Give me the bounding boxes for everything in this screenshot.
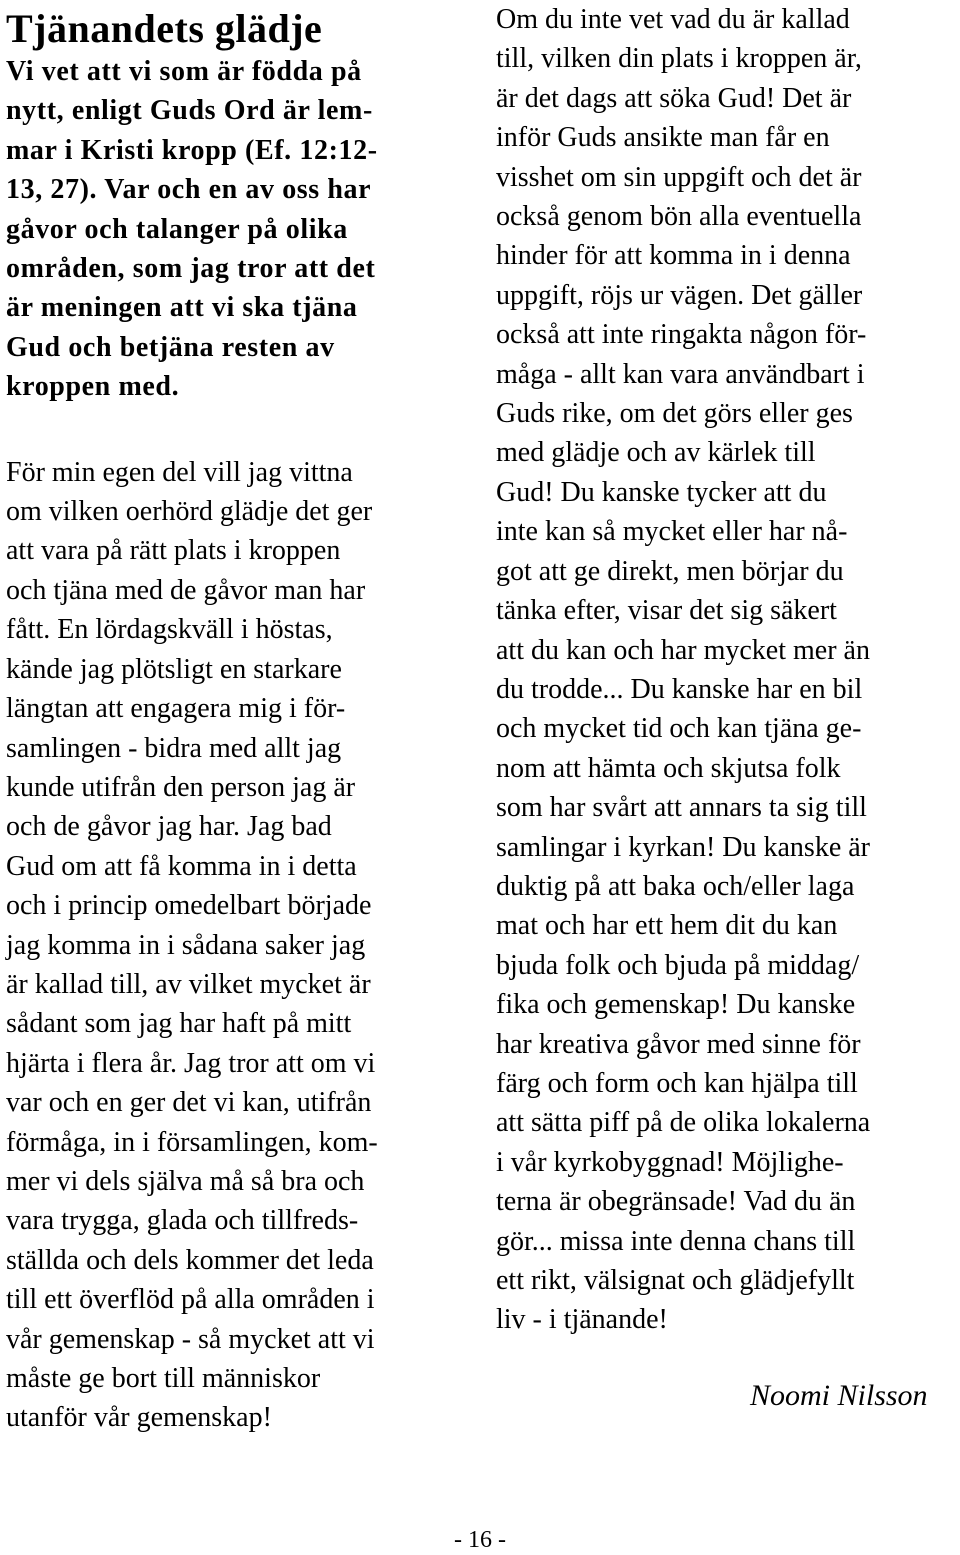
body-line: är kallad till, av vilket mycket är — [6, 968, 371, 1000]
body-line: måga - allt kan vara användbart i — [496, 358, 865, 390]
intro-line: är meningen att vi ska tjäna — [6, 292, 358, 324]
body-line: förmåga, in i församlingen, kom- — [6, 1126, 378, 1158]
body-line: Om du inte vet vad du är kallad — [496, 4, 850, 35]
body-line: Gud! Du kanske tycker att du — [496, 476, 827, 508]
body-line: också att inte ringakta någon för- — [496, 319, 867, 351]
body-line: kände jag plötsligt en starkare — [6, 653, 342, 685]
body-line: got att ge direkt, men börjar du — [496, 555, 844, 587]
left-column — [6, 0, 468, 1438]
body-line: ett rikt, välsignat och glädjefyllt — [496, 1265, 855, 1296]
body-line: mat och har ett hem dit du kan — [496, 910, 838, 942]
article-title: Tjänandets glädje — [6, 6, 323, 51]
body-line: visshet om sin uppgift och det är — [496, 161, 862, 193]
body-line: om vilken oerhörd glädje det ger — [6, 496, 373, 528]
body-line: inför Guds ansikte man får en — [496, 122, 830, 154]
body-line: att du kan och har mycket mer än — [496, 634, 870, 666]
body-line: måste ge bort till människor — [6, 1363, 321, 1394]
body-line: fika och gemenskap! Du kanske — [496, 989, 856, 1021]
body-line: som har svårt att annars ta sig till — [496, 792, 867, 824]
intro-line: områden, som jag tror att det — [6, 253, 376, 285]
body-line: samlingar i kyrkan! Du kanske är — [496, 831, 870, 863]
body-line: att sätta piff på de olika lokalerna — [496, 1107, 871, 1139]
left-body-paragraph — [6, 453, 468, 1438]
body-line: och tjäna med de gåvor man har — [6, 574, 366, 606]
intro-line: gåvor och talanger på olika — [6, 213, 348, 245]
body-line: längtan att engagera mig i för- — [6, 693, 346, 725]
body-line: inte kan så mycket eller har nå- — [496, 516, 848, 548]
article-intro — [6, 52, 468, 407]
body-line: Guds rike, om det görs eller ges — [496, 398, 853, 430]
body-line: utanför vår gemenskap! — [6, 1402, 272, 1434]
body-line: färg och form och kan hjälpa till — [496, 1067, 858, 1099]
body-line: vår gemenskap - så mycket att vi — [6, 1323, 375, 1355]
intro-line: nytt, enligt Guds Ord är lem- — [6, 95, 373, 127]
body-line: att vara på rätt plats i kroppen — [6, 535, 341, 567]
body-line: duktig på att baka och/eller laga — [496, 870, 855, 902]
page-number: - 16 - — [454, 1527, 506, 1553]
body-line: och de gåvor jag har. Jag bad — [6, 811, 332, 843]
body-line: gör... missa inte denna chans till — [496, 1225, 856, 1257]
body-line: sådant som jag har haft på mitt — [6, 1008, 352, 1040]
body-line: jag komma in i sådana saker jag — [6, 929, 366, 961]
body-line: hjärta i flera år. Jag tror att om vi — [6, 1047, 376, 1079]
body-line: mer vi dels själva må så bra och — [6, 1165, 365, 1197]
body-line: och i princip omedelbart började — [6, 890, 372, 922]
body-line: till ett överflöd på alla områden i — [6, 1284, 375, 1316]
body-line: samlingen - bidra med allt jag — [6, 732, 342, 764]
body-line: kunde utifrån den person jag är — [6, 771, 356, 803]
body-line: fått. En lördagskväll i höstas, — [6, 614, 333, 646]
body-line: nom att hämta och skjutsa folk — [496, 752, 841, 784]
intro-line: kroppen med. — [6, 371, 180, 403]
author-signature: Noomi Nilsson — [750, 1379, 928, 1412]
right-column — [496, 0, 958, 1340]
body-line: är det dags att söka Gud! Det är — [496, 82, 852, 114]
body-line: liv - i tjänande! — [496, 1304, 668, 1336]
body-line: uppgift, röjs ur vägen. Det gäller — [496, 279, 863, 311]
body-line: och mycket tid och kan tjäna ge- — [496, 713, 862, 745]
body-line: var och en ger det vi kan, utifrån — [6, 1087, 372, 1119]
body-line: För min egen del vill jag vittna — [6, 456, 353, 488]
intro-line: mar i Kristi kropp (Ef. 12:12- — [6, 134, 378, 166]
intro-line: Vi vet att vi som är födda på — [6, 56, 362, 87]
body-line: i vår kyrkobyggnad! Möjlighe- — [496, 1146, 844, 1178]
body-line: bjuda folk och bjuda på middag/ — [496, 949, 860, 981]
body-line: med glädje och av kärlek till — [496, 437, 816, 469]
body-line: vara trygga, glada och tillfreds- — [6, 1205, 359, 1237]
body-line: tänka efter, visar det sig säkert — [496, 595, 837, 627]
body-line: hinder för att komma in i denna — [496, 240, 851, 272]
body-line: ställda och dels kommer det leda — [6, 1244, 374, 1276]
body-line: terna är obegränsade! Vad du än — [496, 1186, 856, 1218]
body-line: till, vilken din plats i kroppen är, — [496, 43, 862, 75]
body-line: du trodde... Du kanske har en bil — [496, 673, 863, 705]
body-line: Gud om att få komma in i detta — [6, 850, 357, 882]
intro-line: Gud och betjäna resten av — [6, 331, 335, 363]
intro-line: 13, 27). Var och en av oss har — [6, 174, 372, 206]
right-body-paragraph — [496, 0, 958, 1340]
body-line: också genom bön alla eventuella — [496, 201, 862, 233]
body-line: har kreativa gåvor med sinne för — [496, 1028, 861, 1060]
